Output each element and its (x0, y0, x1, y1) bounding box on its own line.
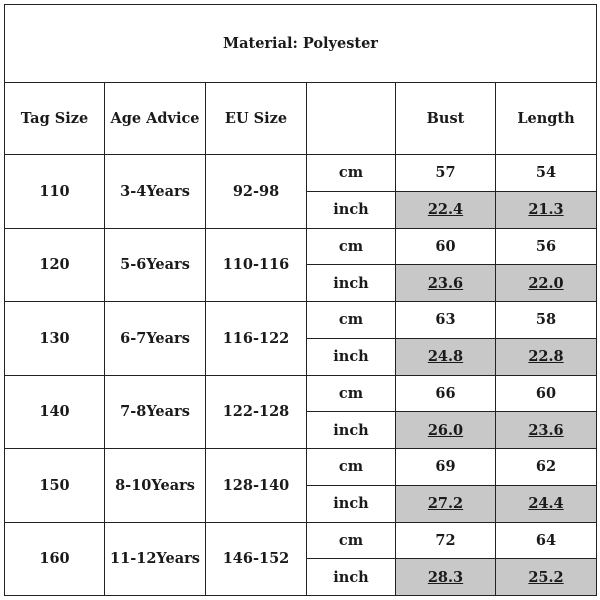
length-inch-cell (496, 412, 597, 449)
header-length: Length (496, 83, 597, 155)
unit-inch-label: inch (307, 191, 396, 228)
eu-size-cell: 122-128 (206, 375, 307, 449)
length-inch-value: 22.8 (528, 348, 564, 366)
bust-inch-value: 24.8 (427, 348, 464, 366)
size-rows (5, 155, 597, 596)
tag-size-cell: 150 (5, 449, 105, 523)
table-row (5, 522, 597, 559)
bust-inch-value: 27.2 (427, 495, 464, 513)
length-inch-value: 21.3 (528, 201, 564, 219)
bust-inch-cell (396, 265, 496, 302)
length-cm-cell: 64 (496, 522, 597, 559)
eu-size-cell: 116-122 (206, 302, 307, 376)
length-inch-cell (496, 485, 597, 522)
age-advice-cell: 5-6Years (105, 228, 206, 302)
title-row (5, 5, 597, 83)
table-row (5, 228, 597, 265)
length-inch-cell (496, 338, 597, 375)
size-chart-sheet (4, 4, 596, 596)
bust-cm-cell: 72 (396, 522, 496, 559)
unit-inch-label: inch (307, 338, 396, 375)
unit-cm-label: cm (307, 375, 396, 412)
bust-cm-cell: 66 (396, 375, 496, 412)
eu-size-cell: 146-152 (206, 522, 307, 596)
header-bust: Bust (396, 83, 496, 155)
length-cm-cell: 54 (496, 155, 597, 192)
table-row (5, 375, 597, 412)
unit-cm-label: cm (307, 449, 396, 486)
tag-size-cell: 140 (5, 375, 105, 449)
header-unit (307, 83, 396, 155)
tag-size-cell: 110 (5, 155, 105, 229)
eu-size-cell: 110-116 (206, 228, 307, 302)
header-row (5, 83, 597, 155)
unit-inch-label: inch (307, 412, 396, 449)
bust-cm-cell: 57 (396, 155, 496, 192)
length-inch-value: 24.4 (528, 495, 564, 513)
unit-cm-label: cm (307, 522, 396, 559)
eu-size-cell: 92-98 (206, 155, 307, 229)
table-row (5, 449, 597, 486)
bust-inch-value: 28.3 (427, 568, 464, 586)
header-tag-size: Tag Size (5, 83, 105, 155)
unit-inch-label: inch (307, 265, 396, 302)
age-advice-cell: 7-8Years (105, 375, 206, 449)
bust-inch-value: 26.0 (427, 421, 464, 439)
length-cm-cell: 58 (496, 302, 597, 339)
tag-size-cell: 120 (5, 228, 105, 302)
eu-size-cell: 128-140 (206, 449, 307, 523)
length-inch-cell (496, 559, 597, 596)
bust-inch-cell (396, 559, 496, 596)
size-chart-table (4, 4, 597, 596)
header-eu-size: EU Size (206, 83, 307, 155)
bust-inch-cell (396, 412, 496, 449)
bust-inch-value: 23.6 (427, 274, 464, 292)
age-advice-cell: 3-4Years (105, 155, 206, 229)
table-row (5, 302, 597, 339)
tag-size-cell: 130 (5, 302, 105, 376)
material-title: Material: Polyester (5, 5, 597, 83)
length-inch-cell (496, 191, 597, 228)
unit-inch-label: inch (307, 559, 396, 596)
unit-cm-label: cm (307, 155, 396, 192)
bust-cm-cell: 63 (396, 302, 496, 339)
age-advice-cell: 6-7Years (105, 302, 206, 376)
bust-inch-value: 22.4 (427, 201, 464, 219)
length-inch-cell (496, 265, 597, 302)
bust-cm-cell: 60 (396, 228, 496, 265)
length-inch-value: 25.2 (528, 568, 564, 586)
unit-inch-label: inch (307, 485, 396, 522)
length-cm-cell: 56 (496, 228, 597, 265)
bust-inch-cell (396, 338, 496, 375)
tag-size-cell: 160 (5, 522, 105, 596)
length-cm-cell: 60 (496, 375, 597, 412)
age-advice-cell: 11-12Years (105, 522, 206, 596)
bust-cm-cell: 69 (396, 449, 496, 486)
header-age-advice: Age Advice (105, 83, 206, 155)
length-cm-cell: 62 (496, 449, 597, 486)
bust-inch-cell (396, 485, 496, 522)
unit-cm-label: cm (307, 302, 396, 339)
age-advice-cell: 8-10Years (105, 449, 206, 523)
unit-cm-label: cm (307, 228, 396, 265)
length-inch-value: 23.6 (528, 421, 564, 439)
table-row (5, 155, 597, 192)
length-inch-value: 22.0 (528, 274, 564, 292)
bust-inch-cell (396, 191, 496, 228)
